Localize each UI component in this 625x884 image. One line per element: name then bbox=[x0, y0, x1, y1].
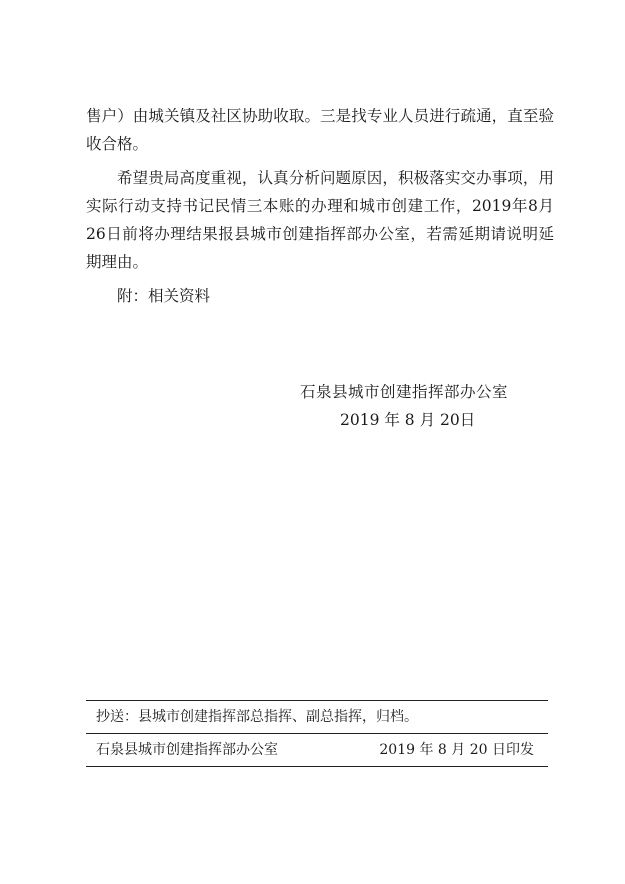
document-body bbox=[86, 102, 554, 310]
issuer-name: 石泉县城市创建指挥部办公室 bbox=[96, 742, 278, 758]
signature-date: 2019 年 8 月 20日 bbox=[340, 411, 476, 429]
issue-line bbox=[86, 734, 548, 766]
signature-organization: 石泉县城市创建指挥部办公室 bbox=[300, 383, 509, 401]
body-paragraph-request: 希望贵局高度重视，认真分析问题原因，积极落实交办事项，用实际行动支持书记民情三本账的办理和城市创建工作，2019年8月26日前将办理结果报县城市创建指挥部办公室，若需延期请说明延期理由。 bbox=[86, 169, 554, 271]
cc-line: 抄送：县城市创建指挥部总指挥、副总指挥，归档。 bbox=[96, 709, 418, 725]
attachment-note: 附：相关资料 bbox=[117, 287, 211, 305]
document-footer bbox=[86, 700, 548, 767]
body-paragraph-continuation: 售户）由城关镇及社区协助收取。三是找专业人员进行疏通，直至验收合格。 bbox=[86, 107, 554, 153]
footer-bottom-rule bbox=[86, 766, 548, 767]
issue-date: 2019 年 8 月 20 日印发 bbox=[379, 742, 534, 758]
signature-block bbox=[300, 378, 508, 434]
